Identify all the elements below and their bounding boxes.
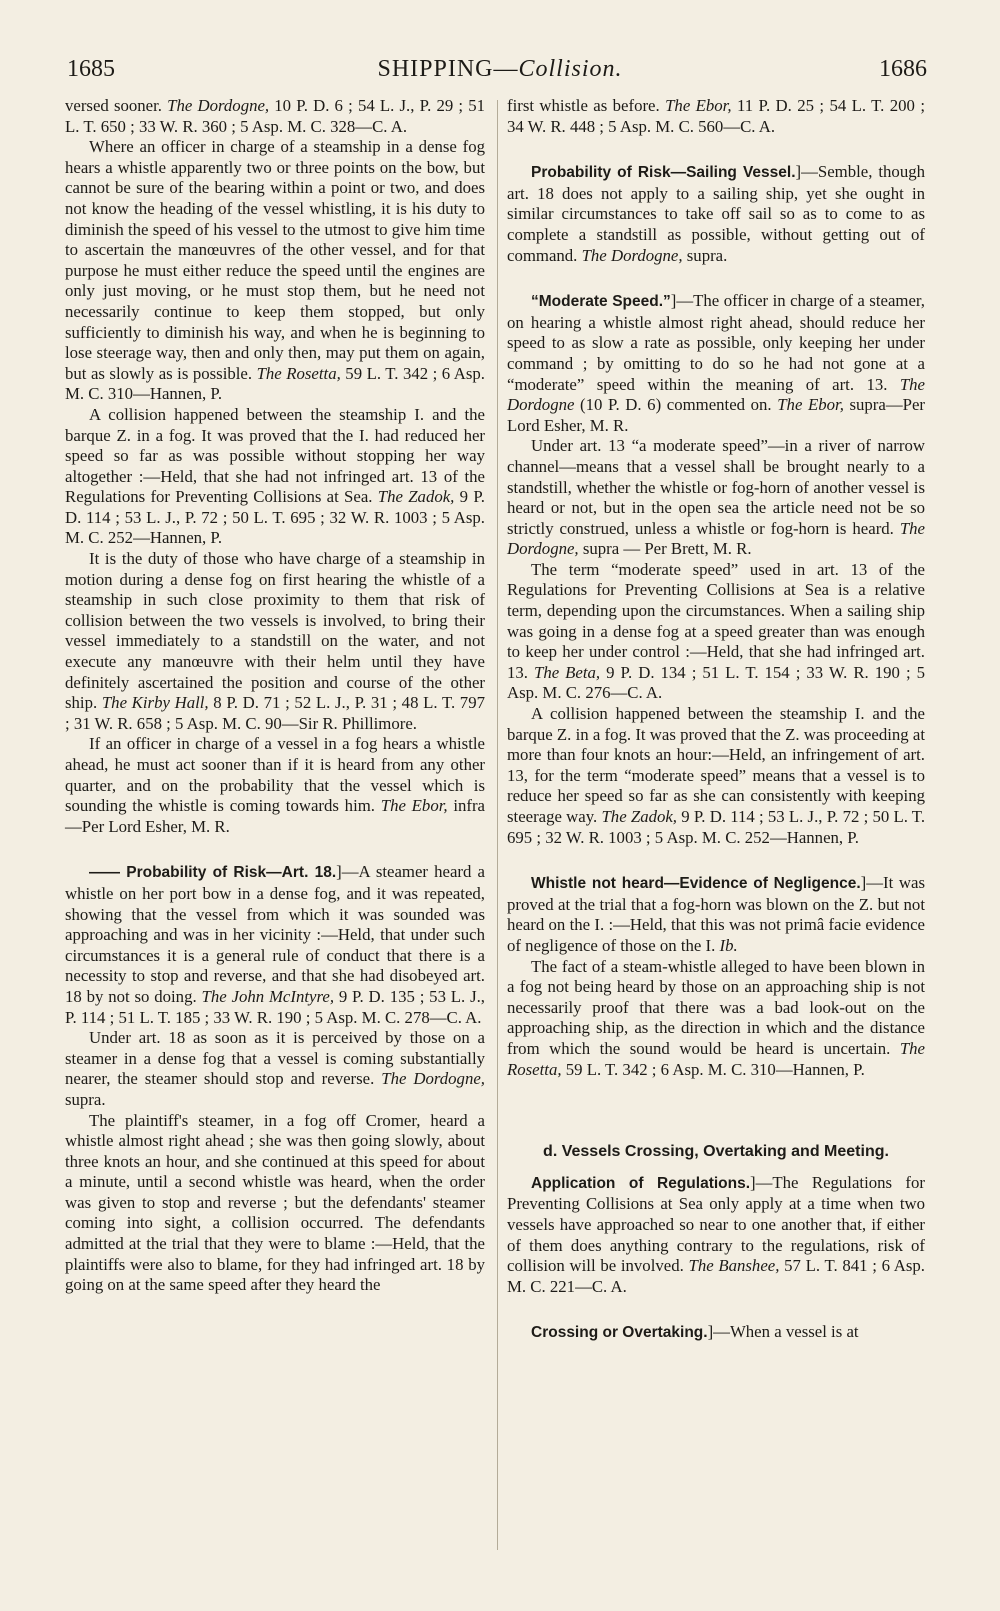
case-name: The Ebor, bbox=[380, 796, 448, 816]
paragraph: Under art. 13 “a moderate speed”—in a river of narrow channel—means that a vessel shall be brought nearly to a standstill, whether the whistle or fog-horn of another vessel is heard or not, but in the open sea the article need not be so strictly construed, unless a whistle or fog-horn is heard. The Dordogne, supra — Per Brett, M. R. bbox=[507, 436, 925, 559]
section-subheading: Whistle not heard—Evidence of Negligence. bbox=[531, 875, 861, 893]
running-title-main: SHIPPING— bbox=[377, 56, 519, 82]
paragraph: Application of Regulations.]—The Regulations for Preventing Collisions at Sea only apply at a time when two vessels have approached so near to one another that, if either of them does anything contrary to the regulations, risk of collision will be involved. The Banshee, 57 L. T. 841 ; 6 Asp. M. C. 221—C. A. bbox=[507, 1172, 926, 1296]
paragraph: A collision happened between the steamship I. and the barque Z. in a fog. It was proved that the I. had reduced her speed so far as was possible without stopping her way altogether :—Held, that she had not infringed art. 13 of the Regulations for Preventing Collisions at Sea. The Zadok, 9 P. D. 114 ; 53 L. J., P. 72 ; 50 L. T. 695 ; 32 W. R. 1003 ; 5 Asp. M. C. 252—Hannen, P. bbox=[65, 404, 486, 548]
paragraph: The plaintiff's steamer, in a fog off Cromer, heard a whistle almost right ahead ; she was then going slowly, about three knots an hour, and she continued at this speed for about a minute, until a second whistle was heard, when the order was given to stop and reverse ; but the defendants' steamer coming into sight, a collision occurred. The defendants admitted at the trial that they were to blame :—Held, that the plaintiffs were also to blame, for they had infringed art. 18 by going on at the same speed after they heard the bbox=[65, 1110, 485, 1295]
case-name: The Dordogne bbox=[507, 374, 925, 415]
right-page-number: 1686 bbox=[879, 56, 927, 82]
running-title bbox=[0, 54, 1000, 84]
case-name: The Dordogne, bbox=[581, 245, 683, 265]
case-name: The Dordogne, bbox=[381, 1069, 485, 1089]
paragraph: A collision happened between the steamship I. and the barque Z. in a fog. It was proved that the Z. was proceeding at more than four knots an hour:—Held, an infringement of art. 13, for the term “moderate speed” means that a vessel is to reduce her speed so far as she can consistently with keeping steerage way. The Zadok, 9 P. D. 114 ; 53 L. J., P. 72 ; 50 L. T. 695 ; 32 W. R. 1003 ; 5 Asp. M. C. 252—Hannen, P. bbox=[507, 704, 926, 847]
paragraph: Whistle not heard—Evidence of Negligence.]—It was proved at the trial that a fog-horn was blown on the Z. but not heard on the I. :—Held, that this was not primâ facie evidence of negligence of those on the I. Ib. bbox=[507, 873, 925, 955]
paragraph: first whistle as before. The Ebor, 11 P. D. 25 ; 54 L. T. 200 ; 34 W. R. 448 ; 5 Asp. M. C. 560—C. A. bbox=[507, 96, 925, 136]
paragraph: Crossing or Overtaking.]—When a vessel is at bbox=[531, 1322, 859, 1342]
case-name: The Ebor, bbox=[665, 96, 732, 115]
paragraph: If an officer in charge of a vessel in a fog hears a whistle ahead, he must act sooner than if it is heard from any other quarter, and on the probability that the vessel which is sounding the whistle is coming towards him. The Ebor, infra —Per Lord Esher, M. R. bbox=[65, 734, 486, 836]
case-name: The Zadok, bbox=[377, 487, 455, 507]
paragraph: Probability of Risk—Sailing Vessel.]—Semble, though art. 18 does not apply to a sailing ship, yet she ought in similar circumstances to take off sail so as to come to as complete a standstill as possible, without getting out of command. The Dordogne, supra. bbox=[507, 162, 925, 265]
paragraph: Where an officer in charge of a steamship in a dense fog hears a whistle apparently two or three points on the bow, but cannot be sure of the bearing within a point or two, and does not know the heading of the vessel whistling, it is his duty to diminish the speed of his vessel to the utmost to give him time to ascertain the manœuvres of the other vessel, and for that purpose he must either reduce the speed until the engines are only just moving, or he must stop them, but he need not necessarily continue to keep them stopped, but only sufficiently to diminish his way, and when he is beginning to lose steerage way, then and only then, may put them on again, but as slowly as is possible. The Rosetta, 59 L. T. 342 ; 6 Asp. M. C. 310—Hannen, P. bbox=[65, 137, 485, 404]
right-column bbox=[507, 96, 925, 1344]
paragraph: The term “moderate speed” used in art. 13 of the Regulations for Preventing Collisions at Sea is a relative term, depending upon the circumstances. When a sailing ship was going in a dense fog at a speed greater than was enough to keep her under control :—Held, that she had infringed art. 13. The Beta, 9 P. D. 134 ; 51 L. T. 154 ; 33 W. R. 190 ; 5 Asp. M. C. 276—C. A. bbox=[507, 559, 925, 703]
column-divider bbox=[497, 100, 498, 1550]
section-subheading: —— Probability of Risk—Art. 18. bbox=[89, 864, 337, 882]
paragraph: The fact of a steam-whistle alleged to have been blown in a fog not being heard by those on an approaching ship is not necessarily proof that there was a bad look-out on the approaching ship, as the direction in which and the distance from which the sound would be heard is uncertain. The Rosetta, 59 L. T. 342 ; 6 Asp. M. C. 310—Hannen, P. bbox=[507, 956, 925, 1079]
section-subheading: “Moderate Speed.” bbox=[531, 293, 671, 311]
case-name: The Zadok, bbox=[601, 807, 678, 826]
case-name: The Dordogne, bbox=[167, 96, 270, 115]
case-name: The Dordogne, bbox=[507, 518, 925, 559]
case-name: The Beta, bbox=[533, 662, 601, 682]
case-name: The Banshee, bbox=[688, 1256, 780, 1276]
case-name: The Rosetta, bbox=[507, 1038, 925, 1079]
paragraph: It is the duty of those who have charge of a steamship in motion during a dense fog on first hearing the whistle of a steamship in such close proximity to them that risk of collision between the two vessels is involved, to bring their vessel immediately to a standstill on the water, and not execute any manœuvre with their helm until they have definitely ascertained the position and course of the other ship. The Kirby Hall, 8 P. D. 71 ; 52 L. J., P. 31 ; 48 L. T. 797 ; 31 W. R. 658 ; 5 Asp. M. C. 90—Sir R. Phillimore. bbox=[65, 549, 485, 733]
section-subheading: Application of Regulations. bbox=[531, 1174, 751, 1192]
section-heading: d. Vessels Crossing, Overtaking and Meeting. bbox=[543, 1143, 889, 1161]
case-name: The John McIntyre, bbox=[201, 986, 335, 1006]
paragraph: “Moderate Speed.”]—The officer in charge of a steamer, on hearing a whistle almost right ahead, should reduce her speed to as slow a rate as possible, only keeping her under command ; by omitting to do so he had not gone at a “moderate” speed within the meaning of art. 13. The Dordogne (10 P. D. 6) commented on. The Ebor, supra—Per Lord Esher, M. R. bbox=[507, 291, 925, 435]
case-name: The Kirby Hall, bbox=[101, 693, 209, 713]
section-subheading: Probability of Risk—Sailing Vessel. bbox=[531, 164, 796, 182]
case-name: The Ebor, bbox=[777, 395, 844, 415]
section-subheading: Crossing or Overtaking. bbox=[531, 1324, 708, 1342]
left-page-number: 1685 bbox=[67, 56, 115, 82]
paragraph: —— Probability of Risk—Art. 18.]—A steamer heard a whistle on her port bow in a dense fog, and it was repeated, showing that the vessel from which it was sounded was approaching and was in her vicinity :—Held, that under such circumstances it is a general rule of conduct that there is a necessity to stop and reverse, and that she had disobeyed art. 18 by not so doing. The John McIntyre, 9 P. D. 135 ; 53 L. J., P. 114 ; 51 L. T. 185 ; 33 W. R. 190 ; 5 Asp. M. C. 278—C. A. bbox=[65, 862, 485, 1027]
left-column bbox=[65, 96, 485, 1296]
running-title-italic: Collision. bbox=[518, 56, 623, 82]
paragraph: versed sooner. The Dordogne, 10 P. D. 6 ; 54 L. J., P. 29 ; 51 L. T. 650 ; 33 W. R. 360 ; 5 Asp. M. C. 328—C. A. bbox=[65, 96, 485, 136]
paragraph: Under art. 18 as soon as it is perceived by those on a steamer in a dense fog that a vessel is coming substantially nearer, the steamer should stop and reverse. The Dordogne, supra. bbox=[65, 1028, 485, 1109]
case-name: Ib. bbox=[719, 935, 738, 955]
case-name: The Rosetta, bbox=[256, 363, 341, 383]
